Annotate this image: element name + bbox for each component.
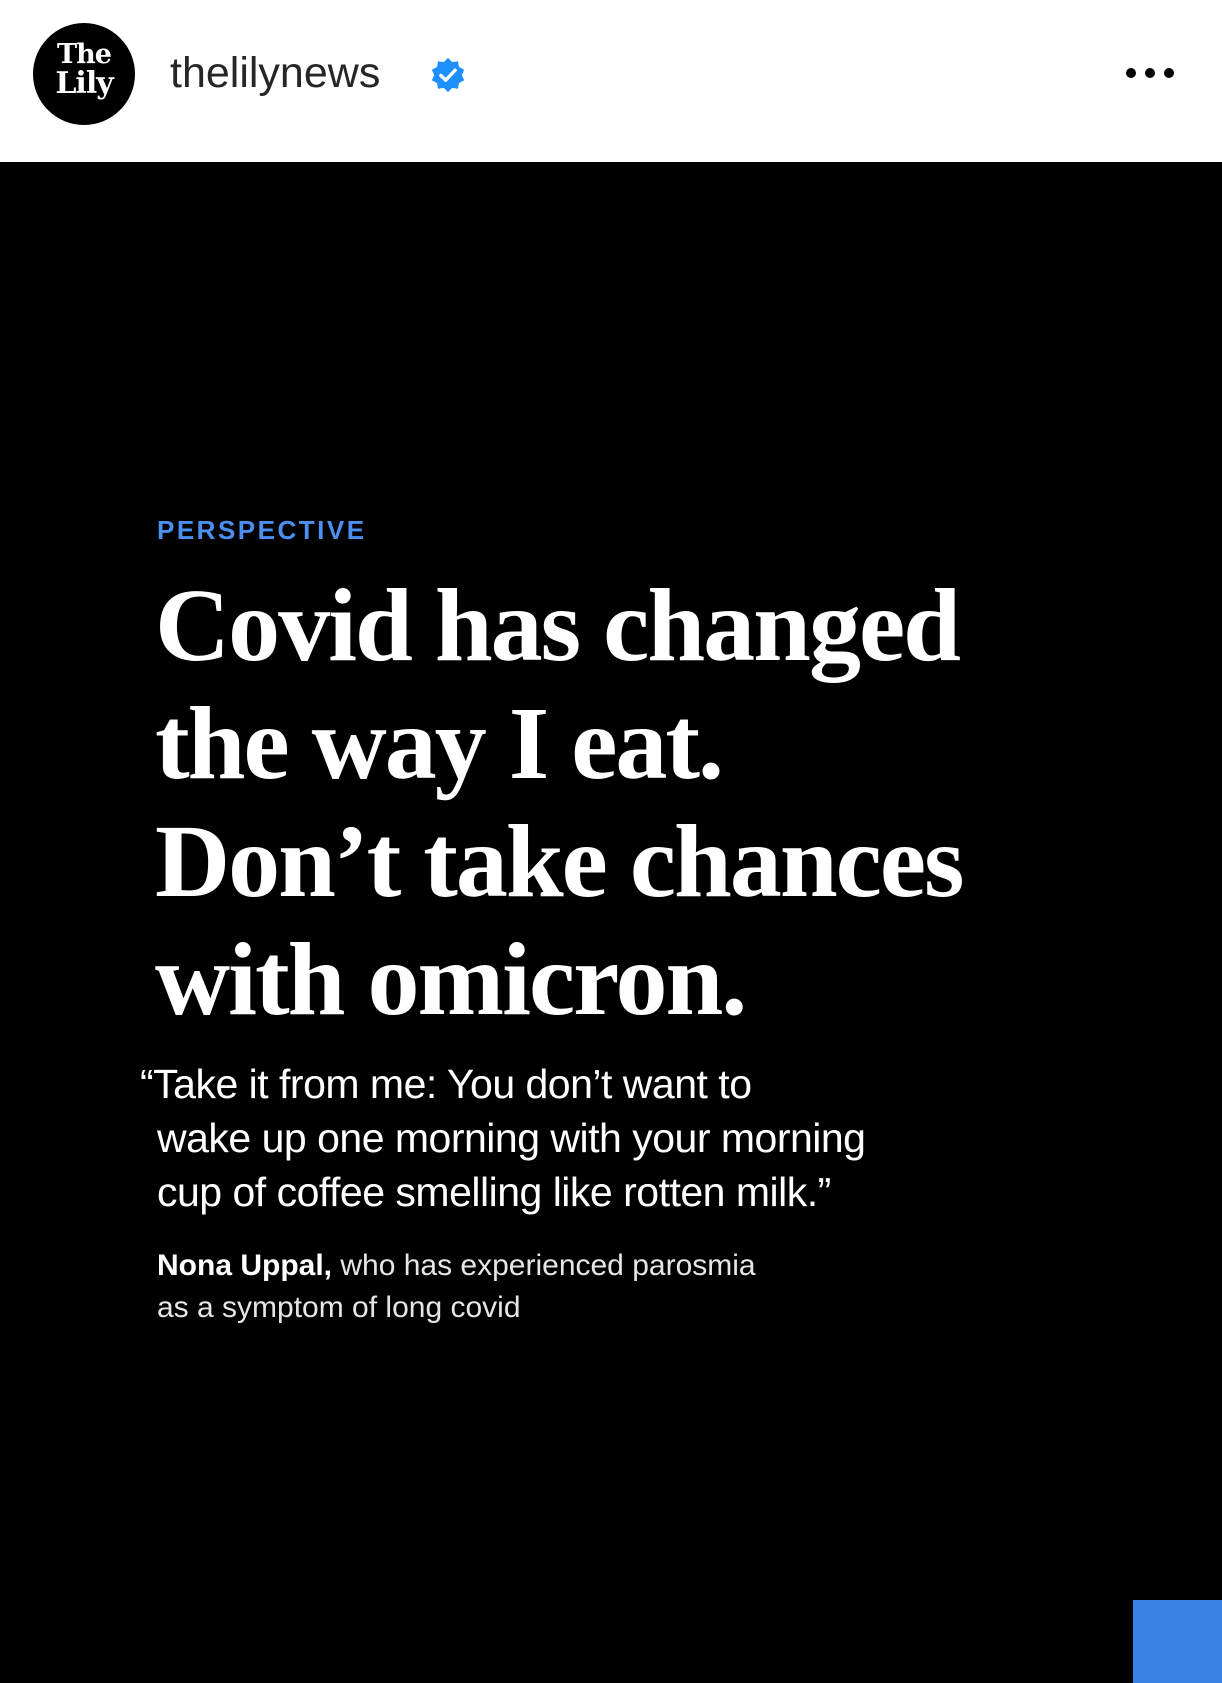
- article-kicker: PERSPECTIVE: [157, 515, 367, 545]
- quote-attribution: [157, 1245, 1057, 1329]
- headline-line: Don’t take chances: [155, 804, 963, 919]
- headline-line: Covid has changed: [155, 568, 959, 683]
- more-dot: [1164, 68, 1174, 78]
- attribution-description: who has experienced parosmia: [332, 1249, 756, 1282]
- username-link[interactable]: thelilynews: [170, 49, 381, 97]
- verified-badge-icon: [429, 56, 467, 94]
- attribution-name: Nona Uppal,: [157, 1249, 333, 1282]
- quote-line: “Take it from me: You don’t want to: [140, 1061, 752, 1107]
- attribution-line: [157, 1245, 1057, 1287]
- more-dot: [1126, 68, 1136, 78]
- more-options-icon[interactable]: [1122, 62, 1178, 86]
- post-image[interactable]: [0, 162, 1222, 1683]
- article-headline: [155, 567, 1115, 1039]
- more-dot: [1145, 68, 1155, 78]
- post-header: [0, 0, 1222, 162]
- quote-line: wake up one morning with your morning: [157, 1115, 866, 1161]
- avatar-logo-line2: Lily: [55, 66, 113, 101]
- avatar-logo-line1: The: [57, 39, 111, 70]
- attribution-description-continued: as a symptom of long covid: [157, 1291, 521, 1324]
- corner-accent-block: [1133, 1600, 1222, 1683]
- headline-line: with omicron.: [155, 922, 746, 1037]
- headline-line: the way I eat.: [155, 686, 723, 801]
- pull-quote: [140, 1057, 1040, 1219]
- quote-line: cup of coffee smelling like rotten milk.”: [157, 1169, 831, 1215]
- profile-avatar[interactable]: [33, 23, 135, 125]
